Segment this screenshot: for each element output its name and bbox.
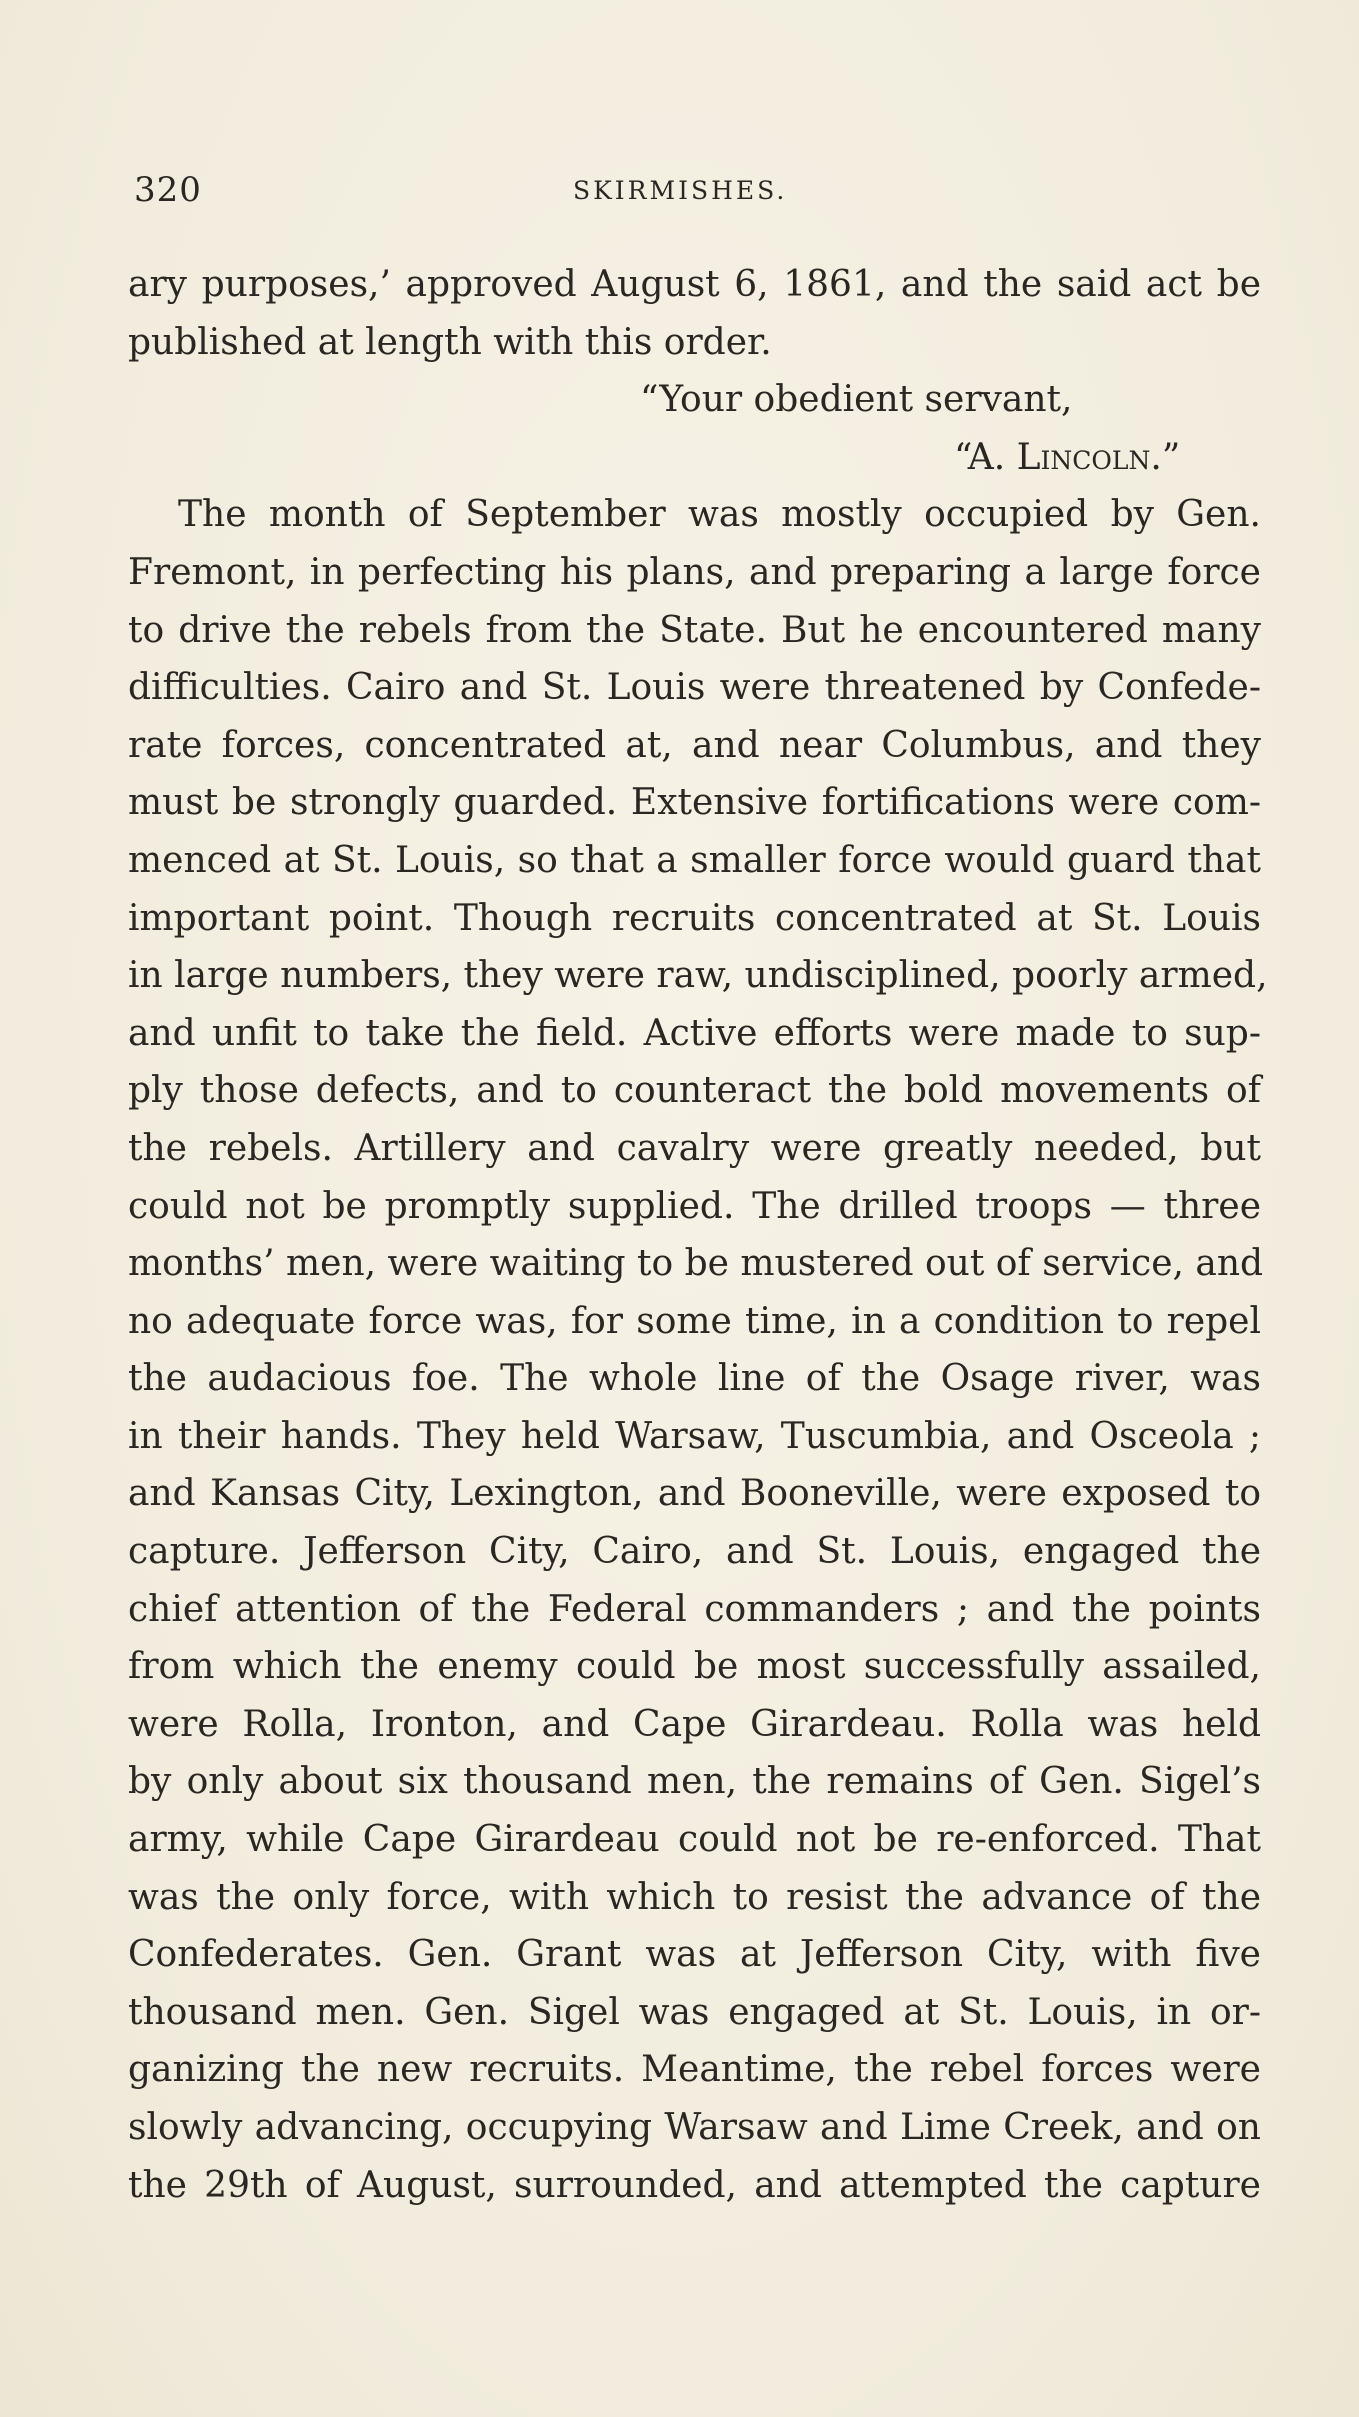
text-line: must be strongly guarded. Extensive fortifications were com- (128, 782, 1261, 824)
text-line: the audacious foe. The whole line of the Osage river, was (128, 1358, 1261, 1400)
text-line: to drive the rebels from the State. But he encountered many (128, 609, 1261, 651)
text-line: in large numbers, they were raw, undisciplined, poorly armed, (128, 955, 1268, 997)
text-line: army, while Cape Girardeau could not be re-enforced. That (128, 1819, 1261, 1861)
text-line: thousand men. Gen. Sigel was engaged at St. Louis, in or- (128, 1991, 1261, 2033)
text-line: slowly advancing, occupying Warsaw and Lime Creek, and on (128, 2107, 1261, 2148)
text-line: was the only force, with which to resist the advance of the (128, 1876, 1261, 1918)
paragraph-first-line: The month of September was mostly occupied by Gen. (178, 494, 1261, 536)
page-header (128, 170, 1248, 220)
text-line: by only about six thousand men, the remains of Gen. Sigel’s (128, 1761, 1261, 1803)
text-line: published at length with this order. (128, 321, 772, 363)
text-line: ary purposes,’ approved August 6, 1861, and the said act be (128, 264, 1261, 305)
text-line: Fremont, in perfecting his plans, and preparing a large force (128, 551, 1261, 593)
text-line: ply those defects, and to counteract the bold movements of (128, 1070, 1261, 1112)
text-line: capture. Jefferson City, Cairo, and St. Louis, engaged the (128, 1531, 1261, 1573)
text-line: important point. Though recruits concentrated at St. Louis (128, 897, 1261, 939)
page-number: 320 (134, 170, 202, 210)
text-line: difficulties. Cairo and St. Louis were threatened by Confede- (128, 667, 1261, 709)
text-line: from which the enemy could be most successfully assailed, (128, 1646, 1261, 1688)
text-line: months’ men, were waiting to be mustered out of service, and (128, 1243, 1264, 1285)
text-line: and unfit to take the field. Active efforts were made to sup- (128, 1012, 1261, 1054)
text-line: rate forces, concentrated at, and near Columbus, and they (128, 724, 1261, 766)
text-line: ganizing the new recruits. Meantime, the rebel forces were (128, 2049, 1261, 2091)
letter-signature: “A. Lincoln.” (954, 436, 1181, 478)
text-line: menced at St. Louis, so that a smaller force would guard that (128, 839, 1261, 881)
text-line: Confederates. Gen. Grant was at Jefferson City, with five (128, 1934, 1261, 1976)
letter-closing: “Your obedient servant, (640, 379, 1073, 421)
text-line: could not be promptly supplied. The drilled troops — three (128, 1185, 1261, 1227)
text-line: chief attention of the Federal commanders ; and the points (128, 1588, 1261, 1630)
text-line: were Rolla, Ironton, and Cape Girardeau. Rolla was held (128, 1703, 1261, 1745)
text-line: the rebels. Artillery and cavalry were greatly needed, but (128, 1127, 1261, 1169)
body-text (128, 256, 1268, 2214)
text-line: no adequate force was, for some time, in a condition to repel (128, 1300, 1261, 1342)
running-head: SKIRMISHES. (573, 176, 788, 205)
text-line: the 29th of August, surrounded, and attempted the capture (128, 2164, 1261, 2206)
text-line: in their hands. They held Warsaw, Tuscumbia, and Osceola ; (128, 1415, 1261, 1457)
text-line: and Kansas City, Lexington, and Booneville, were exposed to (128, 1473, 1261, 1515)
